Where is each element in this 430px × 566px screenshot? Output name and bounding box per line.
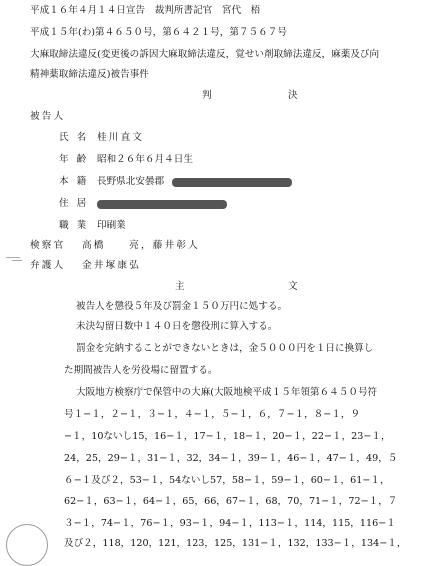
pronouncement-date: 平成１６年４月１４日宣告 裁判所書記官 宮代 梧 [30, 5, 261, 16]
charges-line-1: 大麻取締法違反(変更後の訴因大麻取締法違反，覚せい剤取締法違反，麻薬及び向 [30, 49, 380, 60]
body-line: 24，25，29−１，31−１，32，34−１，39−１，46−１，47−１，49，５ [64, 453, 398, 464]
body-line: −１，10ないし15，16−１，17−１，18−１，20−１，22−１，23−１， [64, 431, 391, 442]
judgment-title-b: 決 [288, 90, 298, 101]
main-text-title-b: 文 [288, 281, 298, 292]
domicile-value: 長野県北安曇郡 [97, 176, 165, 187]
domicile-label: 本籍 [59, 176, 95, 187]
defense-counsel-label: 弁護人 [30, 260, 66, 271]
redaction-bar-residence [97, 200, 227, 209]
judgment-title-a: 判 [202, 90, 212, 101]
redaction-bar-domicile [172, 178, 292, 187]
name-label: 氏名 [59, 132, 95, 143]
body-line: 及び２，118，120，121，123，125，131−１，132，133−１，134−１， [64, 538, 407, 549]
name-value: 桂川直文 [97, 132, 145, 143]
stamp-seal [6, 524, 48, 566]
prosecutor-label: 検察官 [30, 240, 66, 251]
body-line: 未決勾留日数中１４０日を懲役刑に算入する。 [76, 321, 278, 332]
body-line: 大阪地方検察庁で保管中の大麻(大阪地検平成１５年領第６４５０号符 [76, 387, 378, 398]
body-line: ６−１及び２，53−１，54ないし57，58−１，59−１，60−１，61−１， [64, 475, 390, 486]
scan-mark [6, 257, 20, 258]
body-line: ３−１，74−１，76−１，93−１，94−１，113−１，114，115，116−１ [64, 518, 396, 529]
occupation-value: 印刷業 [97, 220, 126, 231]
case-numbers: 平成１５年(わ)第４６５０号，第６４２１号，第７５６７号 [30, 27, 287, 38]
body-line: た期間被告人を労役場に留置する。 [64, 365, 218, 376]
charges-line-2: 精神薬取締法違反)被告事件 [30, 69, 149, 80]
body-line: 罰金を完納することができないときは，金５０００円を１日に換算し [76, 343, 374, 354]
prosecutor-value: 高橋 亮，藤井彰人 [82, 240, 200, 251]
body-line: 被告人を懲役５年及び罰金１５０万円に処する。 [76, 301, 288, 312]
body-line: 62−１，63−１，64−１，65，66，67−１，68，70，71−１，72−１，７ [64, 496, 398, 507]
defendant-heading: 被告人 [30, 111, 66, 122]
scan-mark [12, 260, 22, 261]
age-label: 年齢 [59, 154, 95, 165]
body-line: 号１−１，２−１，３−１，４−１，５−１，６，７−１，８−１，９ [64, 409, 361, 420]
occupation-label: 職業 [59, 220, 95, 231]
age-value: 昭和２６年６月４日生 [97, 154, 193, 165]
main-text-title-a: 主 [175, 281, 185, 292]
defense-counsel-value: 金井塚康弘 [82, 260, 141, 271]
residence-label: 住居 [59, 198, 95, 209]
